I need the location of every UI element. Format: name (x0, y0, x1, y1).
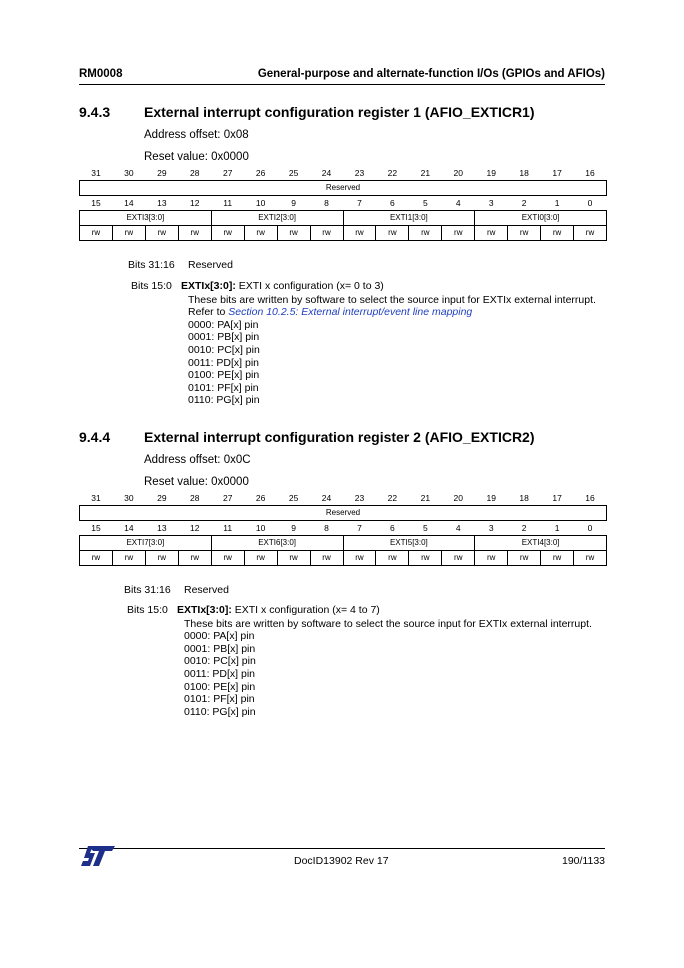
address-offset: Address offset: 0x0C (144, 454, 251, 466)
option-line: 0110: PG[x] pin (188, 394, 260, 407)
bit-number: 1 (554, 523, 560, 533)
bit-number: 20 (453, 493, 464, 503)
field-desc-text: These bits are written by software to select the source input for EXTIx external interrupt. (184, 617, 592, 630)
bit-number: 15 (91, 523, 101, 533)
field-exti6: EXTI6[3:0] (211, 536, 343, 551)
section-title: External interrupt configuration register 1 (AFIO_EXTICR1) (144, 104, 535, 120)
bit-number: 13 (157, 523, 167, 533)
bit-number: 23 (354, 493, 365, 503)
bit-number: 8 (324, 198, 329, 208)
bit-number: 28 (190, 168, 200, 178)
access-cell: rw (574, 551, 607, 566)
access-cell: rw (409, 226, 442, 241)
bit-number: 11 (223, 523, 233, 533)
field-exti1: EXTI1[3:0] (343, 211, 475, 226)
access-cell: rw (80, 226, 113, 241)
field-exti5: EXTI5[3:0] (343, 536, 475, 551)
bit-number: 6 (390, 198, 395, 208)
field-summary: EXTI x configuration (x= 4 to 7) (234, 604, 380, 616)
option-line: 0011: PD[x] pin (188, 356, 260, 369)
bit-number: 16 (585, 493, 595, 503)
reserved-field: Reserved (80, 181, 607, 196)
bit-number: 29 (157, 168, 167, 178)
bits-field-label: Bits 15:0 (131, 280, 172, 292)
access-cell: rw (244, 551, 277, 566)
access-cell: rw (343, 226, 376, 241)
bit-number: 25 (288, 168, 299, 178)
bit-number: 27 (222, 168, 233, 178)
bit-number: 7 (357, 198, 362, 208)
option-line: 0000: PA[x] pin (188, 318, 259, 331)
field-exti2: EXTI2[3:0] (211, 211, 343, 226)
access-cell: rw (178, 226, 211, 241)
access-cell: rw (277, 226, 310, 241)
access-cell: rw (244, 226, 277, 241)
bit-number: 18 (519, 168, 529, 178)
bit-number: 31 (91, 493, 101, 503)
option-line: 0100: PE[x] pin (188, 369, 260, 382)
access-cell: rw (145, 226, 178, 241)
bit-number: 23 (354, 168, 365, 178)
access-cell: rw (376, 551, 409, 566)
option-line: 0101: PF[x] pin (188, 381, 259, 394)
access-cell: rw (409, 551, 442, 566)
bit-number: 12 (190, 523, 200, 533)
access-cell: rw (343, 551, 376, 566)
bit-number: 29 (157, 493, 167, 503)
section-number: 9.4.3 (79, 104, 111, 120)
access-cell: rw (310, 551, 343, 566)
bit-number: 14 (124, 523, 134, 533)
bit-number: 17 (552, 493, 562, 503)
bit-number: 5 (422, 523, 428, 533)
bit-number: 12 (190, 198, 200, 208)
access-cell: rw (80, 551, 113, 566)
field-summary: EXTI x configuration (x= 0 to 3) (238, 280, 384, 292)
option-line: 0000: PA[x] pin (184, 630, 255, 643)
option-line: 0011: PD[x] pin (184, 667, 256, 680)
bit-number: 4 (455, 523, 461, 533)
bit-number: 28 (190, 493, 200, 503)
access-cell: rw (442, 551, 475, 566)
option-line: 0001: PB[x] pin (184, 642, 256, 655)
bits-reserved-label: Bits 31:16 (124, 584, 171, 596)
section-title: External interrupt configuration register 2 (AFIO_EXTICR2) (144, 429, 535, 445)
bit-number: 24 (321, 168, 332, 178)
header-doc-id: RM0008 (79, 68, 123, 80)
access-cell: rw (475, 551, 508, 566)
access-cell: rw (277, 551, 310, 566)
bit-number: 15 (91, 198, 101, 208)
bit-number: 17 (552, 168, 562, 178)
bit-number: 27 (222, 493, 233, 503)
access-cell: rw (211, 226, 244, 241)
bits-reserved-text: Reserved (188, 259, 233, 271)
access-cell: rw (475, 226, 508, 241)
bit-number: 7 (357, 523, 362, 533)
bit-number: 22 (387, 168, 398, 178)
register-table (79, 491, 607, 566)
reserved-field: Reserved (80, 506, 607, 521)
bit-number: 2 (521, 523, 527, 533)
bit-number: 2 (521, 198, 527, 208)
access-cell: rw (178, 551, 211, 566)
option-line: 0010: PC[x] pin (188, 343, 260, 356)
address-offset: Address offset: 0x08 (144, 129, 249, 141)
bit-number: 9 (291, 523, 296, 533)
access-cell: rw (541, 551, 574, 566)
bit-number: 30 (124, 493, 134, 503)
bit-number: 21 (420, 168, 431, 178)
bit-number: 3 (488, 523, 494, 533)
bit-number: 8 (324, 523, 329, 533)
access-cell: rw (508, 226, 541, 241)
field-exti0: EXTI0[3:0] (475, 211, 607, 226)
section-number: 9.4.4 (79, 429, 111, 445)
option-line: 0100: PE[x] pin (184, 680, 256, 693)
bit-number: 31 (91, 168, 101, 178)
header-title: General-purpose and alternate-function I/Os (GPIOs and AFIOs) (257, 68, 605, 80)
access-cell: rw (211, 551, 244, 566)
bit-number: 19 (486, 493, 496, 503)
bit-number: 16 (585, 168, 595, 178)
bit-number: 25 (288, 493, 299, 503)
bit-number: 13 (157, 198, 167, 208)
field-desc-text: These bits are written by software to select the source input for EXTIx external interrupt. (188, 293, 596, 306)
register-table (79, 166, 607, 241)
access-cell: rw (112, 551, 145, 566)
bit-number: 11 (223, 198, 233, 208)
bit-number: 30 (124, 168, 134, 178)
field-exti7: EXTI7[3:0] (80, 536, 212, 551)
bit-number: 22 (387, 493, 398, 503)
st-logo-icon (80, 845, 116, 872)
field-name: EXTIx[3:0]: (177, 604, 232, 616)
bit-number: 24 (321, 493, 332, 503)
field-description (181, 280, 611, 407)
access-cell: rw (442, 226, 475, 241)
bit-number: 18 (519, 493, 529, 503)
bit-number: 10 (255, 198, 266, 208)
field-exti4: EXTI4[3:0] (475, 536, 607, 551)
bit-number: 3 (488, 198, 494, 208)
bit-number: 19 (486, 168, 496, 178)
field-name: EXTIx[3:0]: (181, 280, 236, 292)
option-line: 0110: PG[x] pin (184, 705, 256, 718)
access-cell: rw (574, 226, 607, 241)
bit-number: 20 (453, 168, 464, 178)
bit-number: 4 (455, 198, 461, 208)
access-cell: rw (145, 551, 178, 566)
option-line: 0101: PF[x] pin (184, 693, 255, 706)
bit-number: 0 (587, 523, 593, 533)
access-cell: rw (310, 226, 343, 241)
access-cell: rw (508, 551, 541, 566)
access-cell: rw (112, 226, 145, 241)
section-link[interactable]: Section 10.2.5: External interrupt/event line mapping (228, 306, 473, 319)
bit-number: 6 (390, 523, 395, 533)
bit-number: 0 (587, 198, 593, 208)
bits-reserved-text: Reserved (184, 584, 229, 596)
reset-value: Reset value: 0x0000 (144, 151, 249, 163)
footer-divider (79, 848, 605, 849)
reset-value: Reset value: 0x0000 (144, 476, 249, 488)
bit-number: 5 (422, 198, 428, 208)
option-line: 0001: PB[x] pin (188, 331, 260, 344)
bits-reserved-label: Bits 31:16 (128, 259, 175, 271)
bit-number: 26 (255, 493, 266, 503)
bit-number: 21 (420, 493, 431, 503)
bit-number: 9 (291, 198, 296, 208)
refer-prefix: Refer to (188, 306, 226, 319)
footer-doc-ref: DocID13902 Rev 17 (294, 855, 389, 867)
bit-number: 14 (124, 198, 134, 208)
footer-page-number: 190/1133 (561, 855, 605, 867)
option-line: 0010: PC[x] pin (184, 655, 256, 668)
access-cell: rw (541, 226, 574, 241)
header-divider (79, 84, 605, 85)
bit-number: 26 (255, 168, 266, 178)
access-cell: rw (376, 226, 409, 241)
field-exti3: EXTI3[3:0] (80, 211, 212, 226)
field-description (177, 604, 607, 718)
bits-field-label: Bits 15:0 (127, 604, 168, 616)
bit-number: 1 (554, 198, 560, 208)
bit-number: 10 (255, 523, 266, 533)
